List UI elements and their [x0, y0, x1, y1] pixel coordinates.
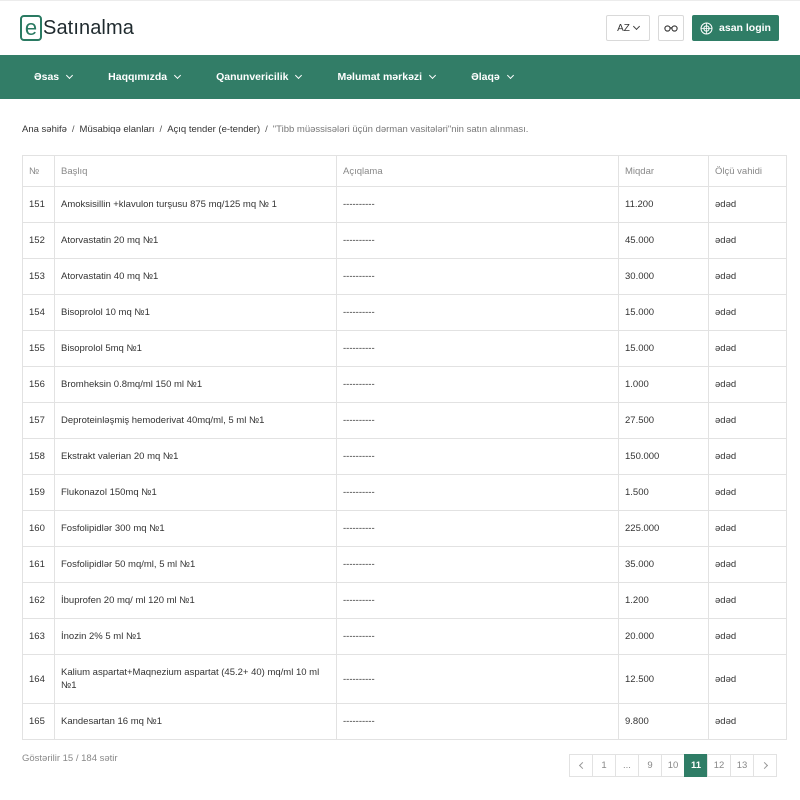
cell-description: ----------	[337, 187, 619, 223]
asan-login-icon	[700, 22, 713, 35]
cell-description: ----------	[337, 403, 619, 439]
table-row	[23, 619, 787, 655]
cell-title: Atorvastatin 40 mq №1	[55, 259, 337, 295]
nav-item-label: Qanunvericilik	[216, 71, 289, 83]
cell-quantity: 1.500	[619, 475, 709, 511]
cell-unit: ədəd	[709, 367, 787, 403]
cell-quantity: 150.000	[619, 439, 709, 475]
cell-unit: ədəd	[709, 511, 787, 547]
cell-unit: ədəd	[709, 547, 787, 583]
nav-item-label: Haqqımızda	[108, 71, 168, 83]
cell-title: Kandesartan 16 mq №1	[55, 704, 337, 740]
cell-description: ----------	[337, 295, 619, 331]
chevron-down-icon	[507, 72, 514, 79]
cell-unit: ədəd	[709, 619, 787, 655]
cell-quantity: 15.000	[619, 331, 709, 367]
chevron-down-icon	[429, 72, 436, 79]
breadcrumb	[22, 124, 528, 135]
pagination-page-11-current[interactable]: 11	[684, 754, 708, 777]
cell-no: 156	[23, 367, 55, 403]
table-row	[23, 295, 787, 331]
cell-description: ----------	[337, 704, 619, 740]
cell-no: 160	[23, 511, 55, 547]
pagination-page-13[interactable]: 13	[730, 754, 754, 777]
chevron-down-icon	[633, 23, 640, 30]
table-row	[23, 475, 787, 511]
column-header-quantity: Miqdar	[619, 156, 709, 187]
table-row	[23, 704, 787, 740]
table-row	[23, 547, 787, 583]
cell-quantity: 1.000	[619, 367, 709, 403]
cell-quantity: 35.000	[619, 547, 709, 583]
breadcrumb-link-open-tender[interactable]: Açıq tender (e-tender)	[167, 124, 261, 135]
site-logo[interactable]	[20, 15, 134, 41]
cell-title: İbuprofen 20 mq/ ml 120 ml №1	[55, 583, 337, 619]
glasses-icon	[664, 23, 678, 33]
cell-title: Bisoprolol 10 mq №1	[55, 295, 337, 331]
cell-title: Deproteinləşmiş hemoderivat 40mq/ml, 5 ml №1	[55, 403, 337, 439]
table-body	[23, 187, 787, 740]
cell-quantity: 27.500	[619, 403, 709, 439]
cell-unit: ədəd	[709, 704, 787, 740]
logo-text: Satınalma	[43, 16, 134, 39]
pagination-page-12[interactable]: 12	[707, 754, 731, 777]
chevron-left-icon	[578, 762, 585, 769]
table-row	[23, 511, 787, 547]
table-row	[23, 187, 787, 223]
cell-quantity: 20.000	[619, 619, 709, 655]
breadcrumb-current: "Tibb müəssisələri üçün dərman vasitələri"nin satın alınması.	[272, 124, 529, 135]
cell-quantity: 12.500	[619, 655, 709, 704]
column-header-unit: Ölçü vahidi	[709, 156, 787, 187]
pagination-page-1[interactable]: 1	[592, 754, 616, 777]
cell-unit: ədəd	[709, 223, 787, 259]
table-row	[23, 259, 787, 295]
cell-unit: ədəd	[709, 403, 787, 439]
nav-item-melumat-merkezi[interactable]	[337, 71, 435, 83]
cell-title: İnozin 2% 5 ml №1	[55, 619, 337, 655]
language-select-value: AZ	[617, 22, 630, 34]
cell-title: Amoksisillin +klavulon turşusu 875 mq/125 mq № 1	[55, 187, 337, 223]
main-nav	[0, 55, 800, 99]
cell-title: Flukonazol 150mq №1	[55, 475, 337, 511]
table-row	[23, 439, 787, 475]
cell-no: 161	[23, 547, 55, 583]
breadcrumb-separator: /	[71, 124, 75, 135]
breadcrumb-separator: /	[265, 124, 268, 135]
cell-description: ----------	[337, 439, 619, 475]
cell-no: 164	[23, 655, 55, 704]
cell-unit: ədəd	[709, 331, 787, 367]
nav-item-label: Məlumat mərkəzi	[337, 71, 423, 83]
cell-quantity: 11.200	[619, 187, 709, 223]
cell-title: Fosfolipidlər 300 mq №1	[55, 511, 337, 547]
table-row	[23, 367, 787, 403]
table-row	[23, 223, 787, 259]
cell-no: 158	[23, 439, 55, 475]
site-header	[0, 0, 800, 55]
cell-description: ----------	[337, 655, 619, 704]
cell-quantity: 45.000	[619, 223, 709, 259]
cell-title: Ekstrakt valerian 20 mq №1	[55, 439, 337, 475]
table-row	[23, 655, 787, 704]
cell-description: ----------	[337, 547, 619, 583]
cell-no: 151	[23, 187, 55, 223]
cell-unit: ədəd	[709, 583, 787, 619]
pagination-next-button[interactable]	[753, 754, 777, 777]
cell-no: 154	[23, 295, 55, 331]
cell-unit: ədəd	[709, 655, 787, 704]
cell-no: 163	[23, 619, 55, 655]
breadcrumb-separator: /	[159, 124, 163, 135]
cell-no: 153	[23, 259, 55, 295]
cell-quantity: 1.200	[619, 583, 709, 619]
cell-title: Atorvastatin 20 mq №1	[55, 223, 337, 259]
column-header-no: №	[23, 156, 55, 187]
cell-unit: ədəd	[709, 439, 787, 475]
nav-item-elaqe[interactable]	[471, 71, 513, 83]
cell-unit: ədəd	[709, 259, 787, 295]
breadcrumb-link-home[interactable]: Ana səhifə	[22, 124, 67, 135]
logo-e-mark: e	[20, 15, 42, 41]
cell-title: Bromheksin 0.8mq/ml 150 ml №1	[55, 367, 337, 403]
cell-title: Fosfolipidlər 50 mq/ml, 5 ml №1	[55, 547, 337, 583]
row-count-text: Göstərilir 15 / 184 sətir	[22, 753, 118, 764]
cell-quantity: 15.000	[619, 295, 709, 331]
cell-no: 165	[23, 704, 55, 740]
asan-login-button[interactable]	[692, 15, 779, 41]
cell-unit: ədəd	[709, 187, 787, 223]
cell-no: 159	[23, 475, 55, 511]
cell-description: ----------	[337, 259, 619, 295]
cell-title: Kalium aspartat+Maqnezium aspartat (45.2+ 40) mq/ml 10 ml №1	[55, 655, 337, 704]
column-header-title: Başlıq	[55, 156, 337, 187]
pagination-page-9[interactable]: 9	[638, 754, 662, 777]
pagination	[570, 754, 777, 777]
cell-description: ----------	[337, 583, 619, 619]
table-header-row	[23, 156, 787, 187]
pagination-page-10[interactable]: 10	[661, 754, 685, 777]
chevron-down-icon	[66, 72, 73, 79]
cell-quantity: 30.000	[619, 259, 709, 295]
cell-no: 157	[23, 403, 55, 439]
table-row	[23, 403, 787, 439]
column-header-description: Açıqlama	[337, 156, 619, 187]
cell-title: Bisoprolol 5mq №1	[55, 331, 337, 367]
cell-description: ----------	[337, 511, 619, 547]
nav-item-esas[interactable]	[34, 71, 72, 83]
cell-description: ----------	[337, 619, 619, 655]
header-actions	[606, 15, 779, 41]
nav-item-qanunvericilik[interactable]	[216, 71, 301, 83]
cell-no: 155	[23, 331, 55, 367]
pagination-prev-button[interactable]	[569, 754, 593, 777]
chevron-down-icon	[295, 72, 302, 79]
chevron-down-icon	[174, 72, 181, 79]
chevron-right-icon	[760, 762, 767, 769]
cell-no: 152	[23, 223, 55, 259]
cell-description: ----------	[337, 475, 619, 511]
asan-login-label: asan login	[719, 22, 771, 34]
nav-item-label: Əsas	[34, 71, 60, 83]
nav-item-haqqimizda[interactable]	[108, 71, 180, 83]
breadcrumb-link-announcements[interactable]: Müsabiqə elanları	[79, 124, 155, 135]
cell-quantity: 225.000	[619, 511, 709, 547]
cell-description: ----------	[337, 223, 619, 259]
accessibility-button[interactable]	[658, 15, 684, 41]
nav-item-label: Əlaqə	[471, 71, 500, 83]
cell-quantity: 9.800	[619, 704, 709, 740]
table-row	[23, 583, 787, 619]
pagination-ellipsis: ...	[615, 754, 639, 777]
table-row	[23, 331, 787, 367]
language-select[interactable]	[606, 15, 650, 41]
items-table	[22, 155, 787, 740]
items-table-container	[22, 155, 786, 740]
cell-description: ----------	[337, 331, 619, 367]
cell-unit: ədəd	[709, 475, 787, 511]
cell-no: 162	[23, 583, 55, 619]
cell-unit: ədəd	[709, 295, 787, 331]
cell-description: ----------	[337, 367, 619, 403]
